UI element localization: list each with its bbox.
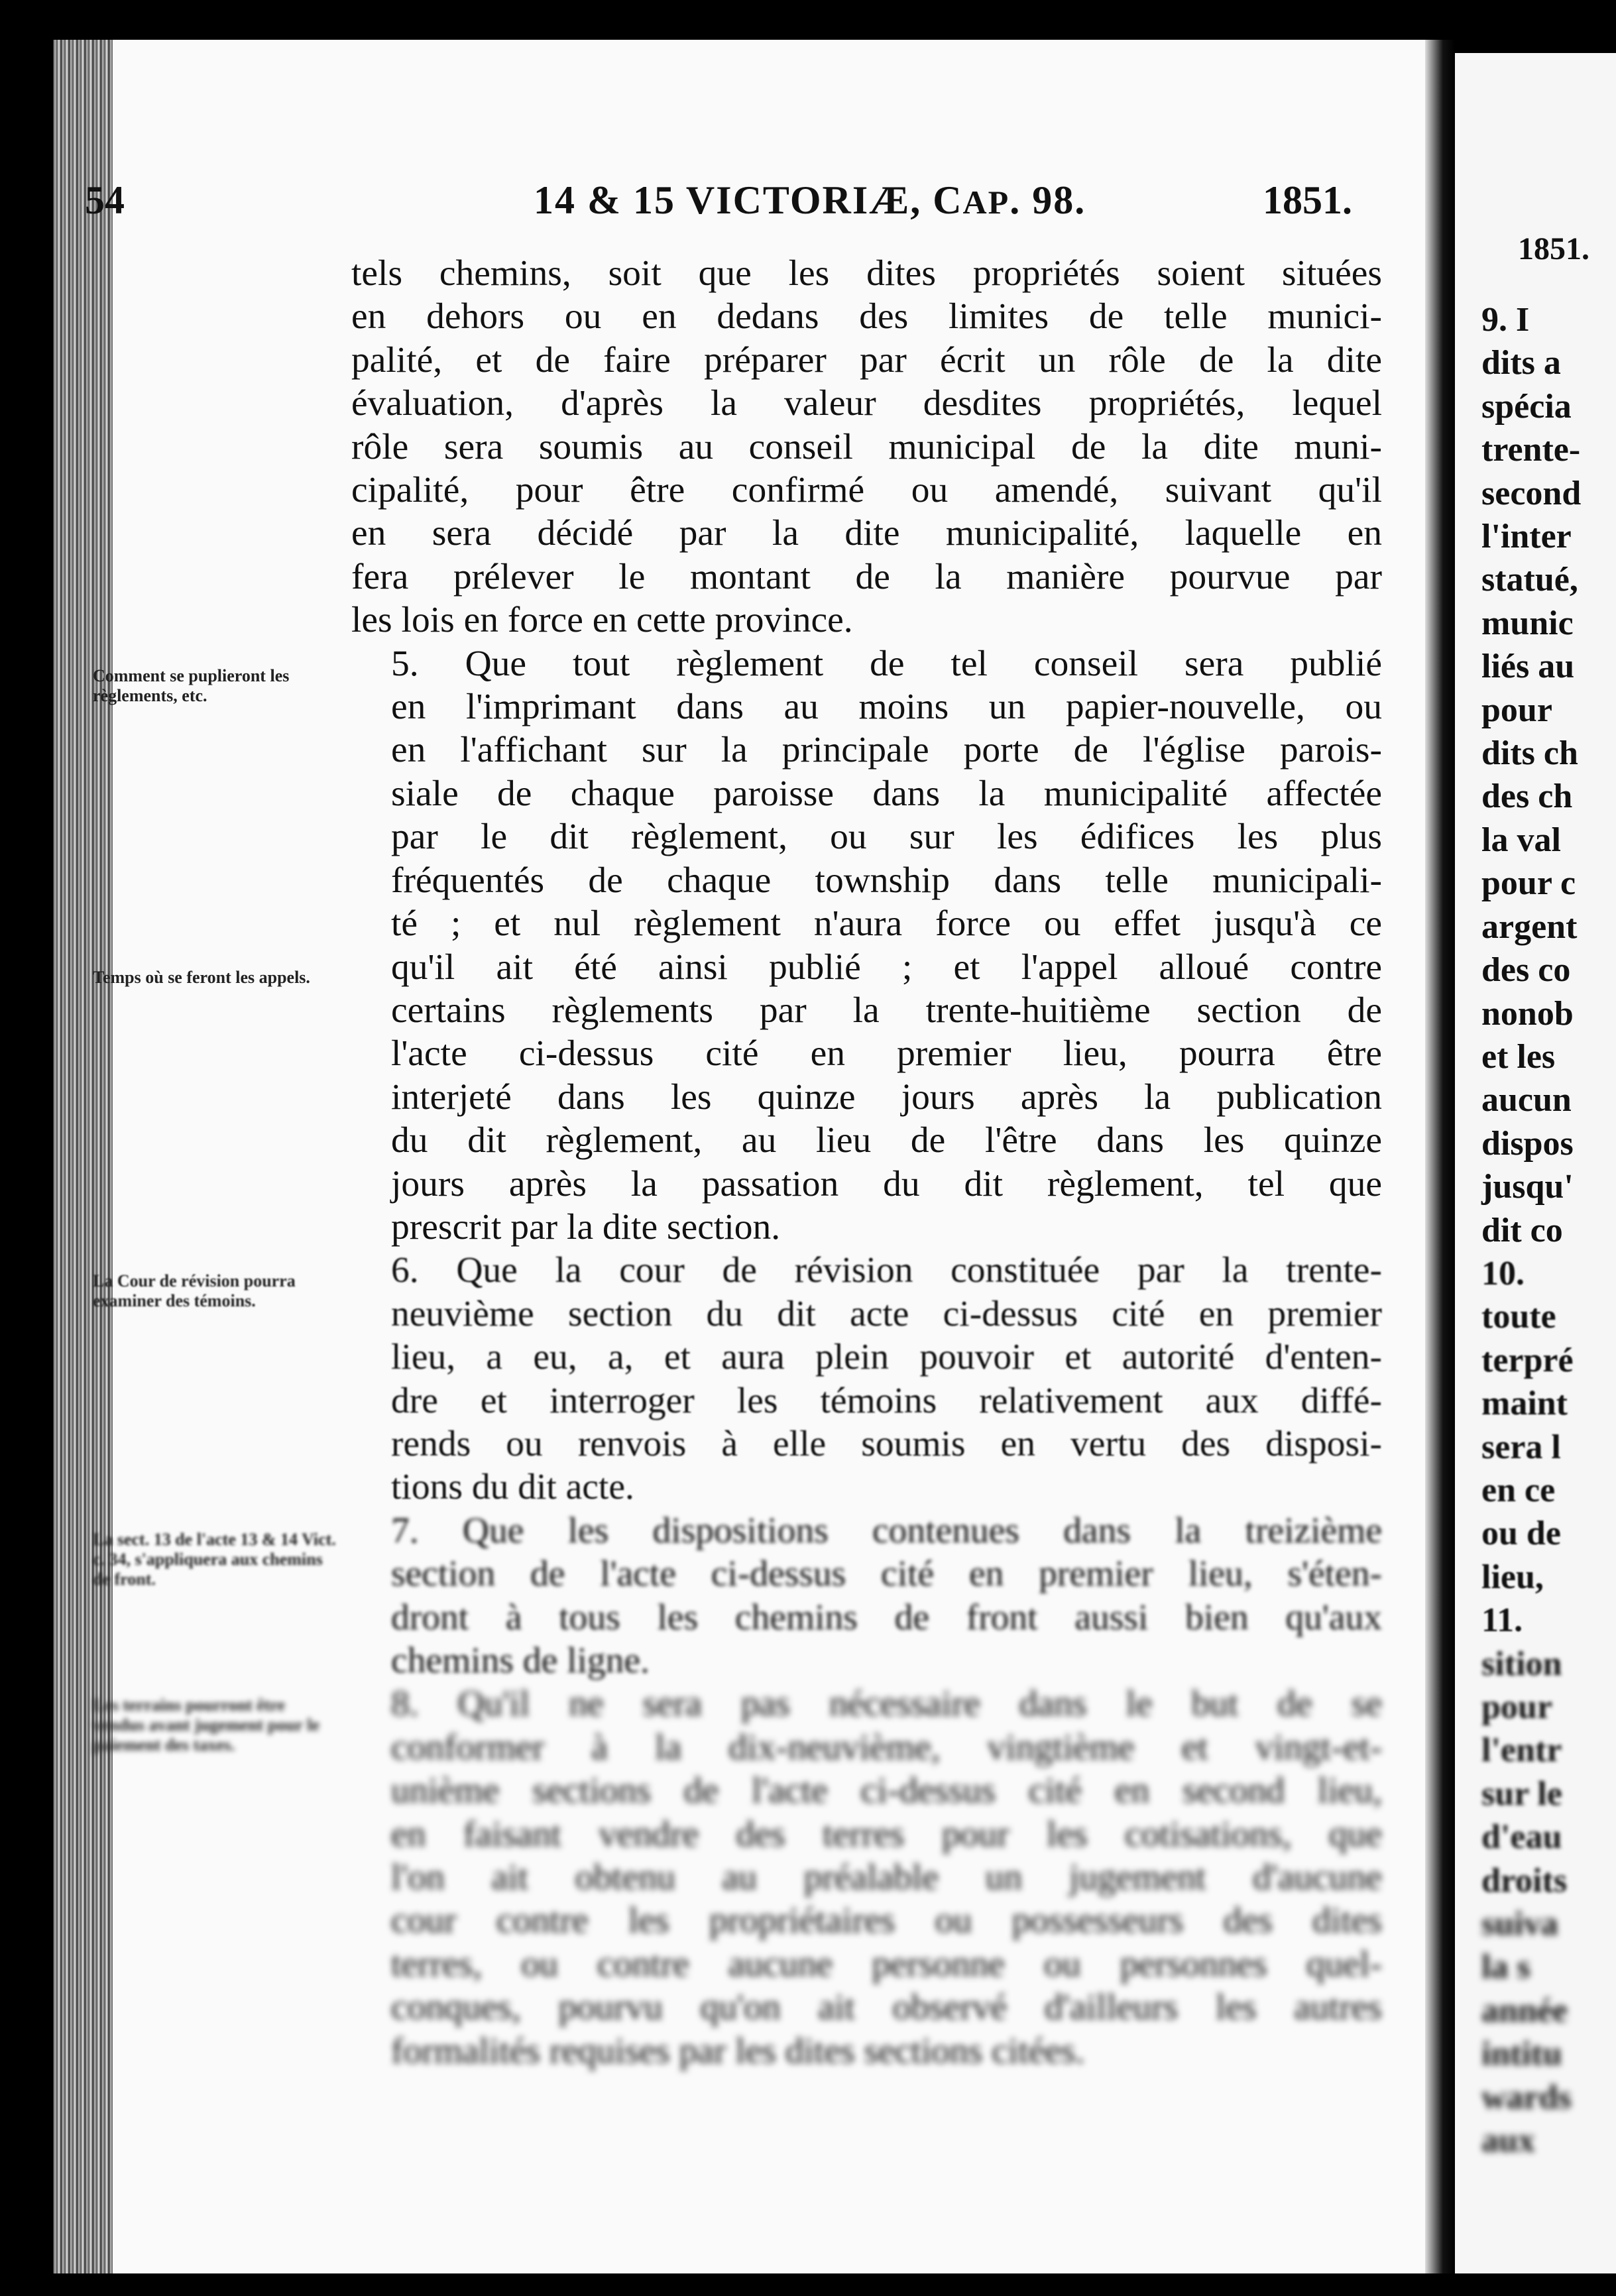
text-line: unième sections de l'acte ci-dessus cité en second lieu, <box>391 1770 1382 1811</box>
right-page-line: sition <box>1481 1644 1562 1683</box>
right-page-line: liés au <box>1481 648 1575 686</box>
right-page-line: munic <box>1481 604 1574 642</box>
text-line: dre et interroger les témoins relativement aux diffé- <box>391 1380 1382 1421</box>
section-8-paragraph <box>351 1682 1382 2073</box>
right-page-header: 1851. <box>1518 231 1589 266</box>
text-line: l'acte ci-dessus cité en premier lieu, pourra être <box>391 1033 1382 1074</box>
text-line: les lois en force en cette province. <box>351 600 853 641</box>
book-spine <box>53 40 113 2273</box>
text-line: 7. Que les dispositions contenues dans la treizième <box>391 1510 1382 1551</box>
right-page-line: en ce <box>1481 1471 1556 1509</box>
right-page <box>1455 53 1616 2273</box>
text-line: terres, ou contre aucune personne ou personnes quel- <box>391 1943 1382 1984</box>
header-year: 1851. <box>1263 178 1352 222</box>
right-page-line: argent <box>1481 907 1578 946</box>
right-page-line: sera l <box>1481 1428 1561 1466</box>
right-page-line: droits <box>1481 1861 1568 1900</box>
right-page-line: 9. I <box>1481 301 1530 339</box>
right-page-line: aux <box>1481 2122 1535 2160</box>
text-line: 6. Que la cour de révision constituée par la trente- <box>391 1250 1382 1291</box>
running-title: 14 & 15 VICTORIÆ, CAP. 98. <box>534 178 1086 222</box>
right-page-line: pour c <box>1481 864 1576 903</box>
text-line: conformer à la dix-neuvième, vingtième et vingt-et- <box>391 1727 1382 1768</box>
text-line: lieu, a eu, a, et aura plein pouvoir et autorité d'enten- <box>391 1337 1382 1378</box>
right-page-line: la s <box>1481 1948 1530 1986</box>
margin-note-appeals: Temps où se feront les appels. <box>93 968 310 987</box>
right-page-line: spécia <box>1481 387 1572 426</box>
right-page-line: lieu, <box>1481 1558 1544 1596</box>
text-line: formalités requises par les dites sections citées. <box>391 2030 1085 2071</box>
body-text <box>351 252 1382 2073</box>
right-page-line: terpré <box>1481 1341 1574 1379</box>
right-page-line: des ch <box>1481 777 1573 816</box>
right-page-line: wards <box>1481 2078 1572 2116</box>
margin-note-publication: Comment se puplieront les règlements, etc. <box>93 666 290 705</box>
text-line: siale de chaque paroisse dans la municipalité affectée <box>391 773 1382 814</box>
right-page-line: la val <box>1481 821 1561 859</box>
right-page-line: maint <box>1481 1385 1568 1423</box>
right-page-line: dit co <box>1481 1211 1563 1249</box>
text-line: du dit règlement, au lieu de l'être dans les quinze <box>391 1120 1382 1161</box>
right-page-line: nonob <box>1481 994 1574 1033</box>
right-page-line: 11. <box>1481 1601 1523 1640</box>
text-line: certains règlements par la trente-huitième section de <box>391 990 1382 1031</box>
right-page-line: année <box>1481 1991 1568 2030</box>
text-line: conques, pourvu qu'on ait observé d'ailleurs les autres <box>391 1987 1382 2028</box>
text-line: en l'imprimant dans au moins un papier-nouvelle, ou <box>391 687 1382 728</box>
section-7-paragraph <box>351 1509 1382 1683</box>
text-line: rends ou renvois à elle soumis en vertu des disposi- <box>391 1423 1382 1464</box>
text-line: dront à tous les chemins de front aussi bien qu'aux <box>391 1597 1382 1638</box>
right-page-line: toute <box>1481 1298 1556 1336</box>
text-line: qu'il ait été ainsi publié ; et l'appel alloué contre <box>391 947 1382 988</box>
section-5-paragraph <box>351 642 1382 1249</box>
right-page-line: intitu <box>1481 2035 1562 2073</box>
text-line: fréquentés de chaque township dans telle municipali- <box>391 860 1382 901</box>
right-page-line: dits ch <box>1481 734 1578 773</box>
right-page-text <box>1481 298 1581 2162</box>
text-line: 8. Qu'il ne sera pas nécessaire dans le but de se <box>391 1684 1382 1725</box>
paragraph-continuation <box>351 252 1382 642</box>
text-line: chemins de ligne. <box>391 1640 650 1681</box>
text-line: rôle sera soumis au conseil municipal de la dite muni- <box>351 426 1382 467</box>
right-page-line: dits a <box>1481 344 1561 382</box>
margin-note-land-sale: Les terrains pourront être vendus avant jugement pour le paiement des taxes. <box>93 1695 319 1754</box>
text-line: fera prélever le montant de la manière pourvue par <box>351 556 1382 597</box>
text-line: prescrit par la dite section. <box>391 1206 781 1247</box>
right-page-line: d'eau <box>1481 1818 1562 1857</box>
right-page-line: dispos <box>1481 1124 1574 1163</box>
text-line: en l'affichant sur la principale porte de l'église parois- <box>391 730 1382 771</box>
right-page-line: aucun <box>1481 1081 1572 1119</box>
right-page-line: et les <box>1481 1037 1556 1076</box>
text-line: tels chemins, soit que les dites propriétés soient situées <box>351 253 1382 294</box>
right-page-line: pour <box>1481 691 1552 729</box>
text-line: l'on ait obtenu au préalable un jugement d'aucune <box>391 1857 1382 1898</box>
right-page-line: l'inter <box>1481 518 1572 556</box>
text-line: en sera décidé par la dite municipalité, laquelle en <box>351 513 1382 554</box>
text-line: palité, et de faire préparer par écrit un rôle de la dite <box>351 339 1382 380</box>
right-page-line: jusqu' <box>1481 1168 1574 1206</box>
right-page-line: pour <box>1481 1688 1552 1726</box>
right-page-line: sur le <box>1481 1774 1562 1813</box>
text-line: interjeté dans les quinze jours après la publication <box>391 1076 1382 1118</box>
right-page-line: 10. <box>1481 1254 1525 1292</box>
text-line: en faisant vendre des terres pour les cotisations, que <box>391 1813 1382 1855</box>
right-page-line: l'entr <box>1481 1731 1562 1770</box>
text-line: 5. Que tout règlement de tel conseil sera publié <box>391 643 1382 684</box>
page-gutter <box>1425 40 1455 2273</box>
text-line: section de l'acte ci-dessus cité en premier lieu, s'éten- <box>391 1554 1382 1595</box>
text-line: tions du dit acte. <box>391 1467 634 1508</box>
right-page-line: trente- <box>1481 431 1581 469</box>
right-page-line: second <box>1481 474 1582 512</box>
text-line: cour contre les propriétaires ou possesseurs des dites <box>391 1900 1382 1941</box>
right-page-line: des co <box>1481 951 1571 990</box>
text-line: en dehors ou en dedans des limites de telle munici- <box>351 296 1382 337</box>
right-page-line: statué, <box>1481 561 1578 599</box>
section-6-paragraph <box>351 1249 1382 1509</box>
text-line: neuvième section du dit acte ci-dessus cité en premier <box>391 1293 1382 1334</box>
right-page-line: suiva <box>1481 1905 1558 1943</box>
right-page-line: ou de <box>1481 1515 1561 1553</box>
page-number: 54 <box>85 178 125 222</box>
text-line: par le dit règlement, ou sur les édifices les plus <box>391 817 1382 858</box>
margin-note-revision-court: La Cour de révision pourra examiner des témoins. <box>93 1271 296 1310</box>
text-line: jours après la passation du dit règlement, tel que <box>391 1163 1382 1204</box>
margin-note-front-roads: La sect. 13 de l'acte 13 & 14 Vict. c. 34, s'appliquera aux chemins de front. <box>93 1530 336 1589</box>
text-line: cipalité, pour être confirmé ou amendé, suivant qu'il <box>351 470 1382 511</box>
text-line: té ; et nul règlement n'aura force ou effet jusqu'à ce <box>391 903 1382 945</box>
text-line: évaluation, d'après la valeur desdites propriétés, lequel <box>351 383 1382 424</box>
